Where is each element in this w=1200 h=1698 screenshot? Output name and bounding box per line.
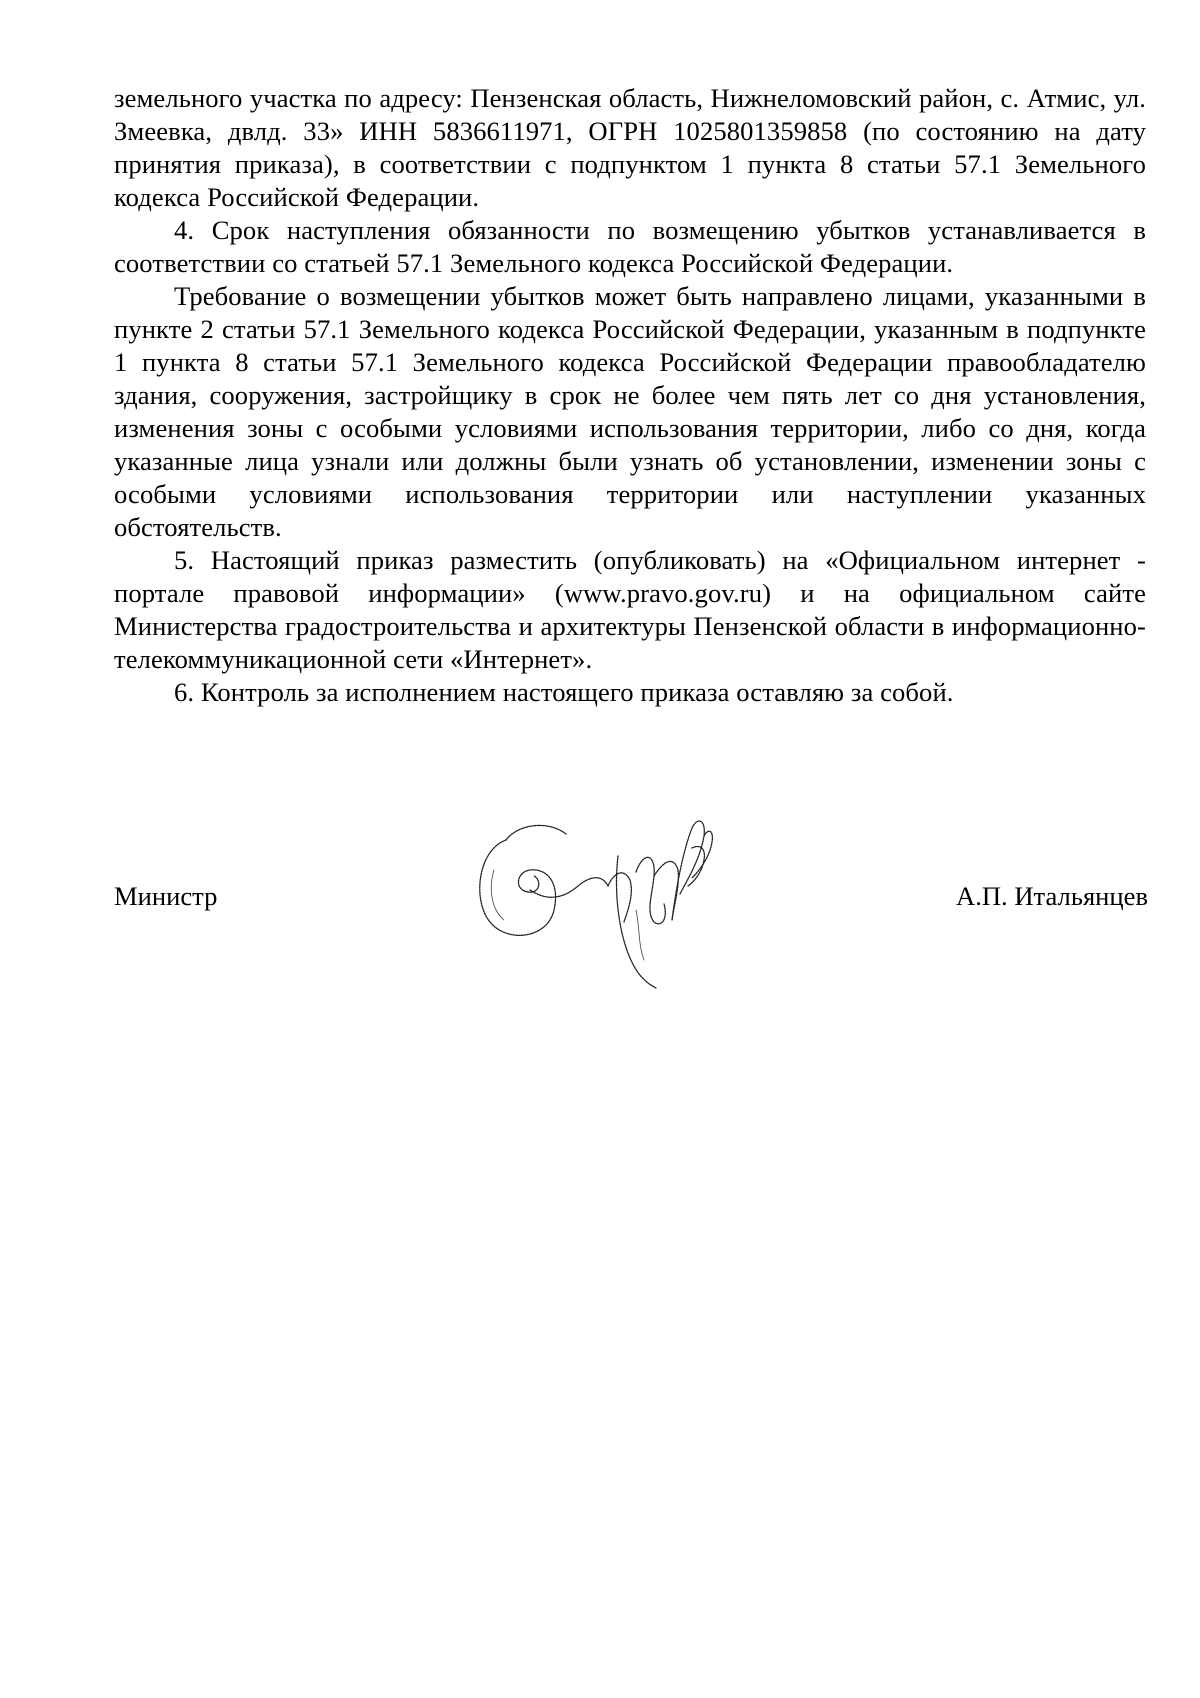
- paragraph-5: 5. Настоящий приказ разместить (опубликовать) на «Официальном интернет - портале правовой информации» (www.pravo.gov.ru) и на официальном сайте Министерства градостроительства и архитектуры Пензенской области в информационно-телекоммуникационной сети «Интернет».: [114, 545, 1146, 674]
- document-body: [114, 82, 1146, 709]
- paragraph-4: 4. Срок наступления обязанности по возмещению убытков устанавливается в соответствии со статьей 57.1 Земельного кодекса Российской Федерации.: [114, 215, 1146, 278]
- signer-name: А.П. Итальянцев: [956, 881, 1148, 911]
- handwritten-signature: [468, 810, 738, 990]
- paragraph-3-continuation: земельного участка по адресу: Пензенская область, Нижнеломовский район, с. Атмис, ул. Змеевка, двлд. 33» ИНН 5836611971, ОГРН 1025801359858 (по состоянию на дату принятия приказа), в соответствии с подпунктом 1 пункта 8 статьи 57.1 Земельного кодекса Российской Федерации.: [114, 83, 1146, 212]
- signer-position: Министр: [114, 881, 218, 911]
- paragraph-4-claim: Требование о возмещении убытков может быть направлено лицами, указанными в пункте 2 статьи 57.1 Земельного кодекса Российской Федерации, указанным в подпункте 1 пункта 8 статьи 57.1 Земельного кодекса Российской Федерации правообладателю здания, сооружения, застройщику в срок не более чем пять лет со дня установления, изменения зоны с особыми условиями использования территории, либо со дня, когда указанные лица узнали или должны были узнать об установлении, изменении зоны с особыми условиями использования территории или наступлении указанных обстоятельств.: [114, 281, 1146, 542]
- paragraph-6: 6. Контроль за исполнением настоящего приказа оставляю за собой.: [174, 677, 954, 707]
